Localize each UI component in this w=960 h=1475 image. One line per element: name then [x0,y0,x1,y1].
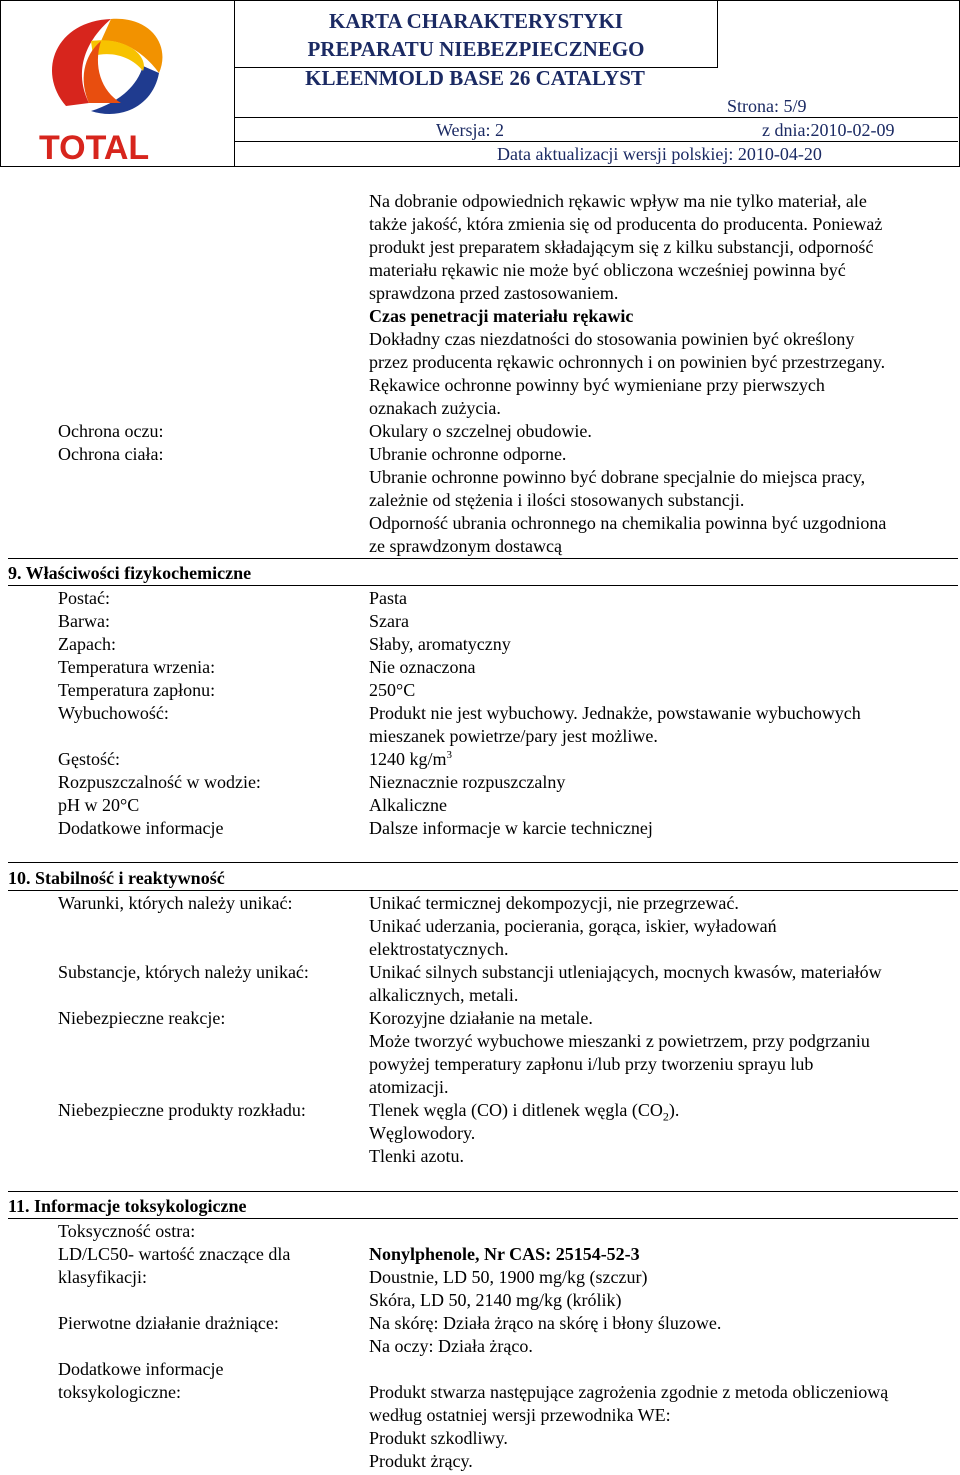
property-value: Produkt nie jest wybuchowy. Jednakże, powstawanie wybuchowych [369,703,861,723]
header-divider [234,141,958,142]
ld50-value: Doustnie, LD 50, 1900 mg/kg (szczur) [369,1267,648,1287]
additional-tox-value: według ostatniej wersji przewodnika WE: [369,1405,671,1425]
decomposition-value: Tlenki azotu. [369,1146,464,1166]
section-rule [8,1191,958,1192]
additional-tox-value: Produkt szkodliwy. [369,1428,508,1448]
section-rule [8,862,958,863]
decomposition-label: Niebezpieczne produkty rozkładu: [58,1100,306,1120]
property-label: Temperatura wrzenia: [58,657,216,677]
conditions-label: Warunki, których należy unikać: [58,893,293,913]
acute-toxicity-label: Toksyczność ostra: [58,1221,196,1241]
property-label: Zapach: [58,634,116,654]
logo-cell [1,1,235,166]
substances-label: Substancje, których należy unikać: [58,962,309,982]
density-value [369,748,452,771]
title-box [235,1,718,68]
co2-subscript: 2 [662,1109,669,1124]
header-divider [234,117,958,118]
property-label: Rozpuszczalność w wodzie: [58,772,261,792]
body-protection-value: Ubranie ochronne powinno być dobrane specjalnie do miejsca pracy, [369,467,866,487]
ld50-value: Skóra, LD 50, 2140 mg/kg (królik) [369,1290,622,1310]
decomposition-text-end: ). [668,1100,680,1120]
property-label: Gęstość: [58,749,120,769]
section-rule [8,890,958,891]
ld50-label: klasyfikacji: [58,1267,147,1287]
gloves-text-line: także jakość, która zmienia się od producenta do producenta. Ponieważ [369,214,883,234]
property-value: Nie oznaczona [369,657,476,677]
property-label: Wybuchowość: [58,703,169,723]
substances-value: alkalicznych, metali. [369,985,519,1005]
page-number: Strona: 5/9 [727,96,807,116]
property-label: Postać: [58,588,110,608]
gloves-text-line: produkt jest preparatem składającym się z kilku substancji, odporność [369,237,874,257]
gloves-text-line: oznakach zużycia. [369,398,501,418]
property-value: 250°C [369,680,416,700]
body-protection-value: Odporność ubrania ochronnego na chemikalia powinna być uzgodniona [369,513,887,533]
additional-tox-label: Dodatkowe informacje [58,1359,224,1379]
body-protection-value: zależnie od stężenia i ilości stosowanych substancji. [369,490,745,510]
doc-title-line3: KLEENMOLD BASE 26 CATALYST [305,66,645,90]
svg-text:TOTAL: TOTAL [39,129,150,161]
decomposition-value: Węglowodory. [369,1123,476,1143]
additional-tox-value: Produkt żrący. [369,1451,473,1471]
ld50-label: LD/LC50- wartość znaczące dla [58,1244,291,1264]
section-11-title: 11. Informacje toksykologiczne [8,1196,247,1216]
doc-title-line2: PREPARATU NIEBEZPIECZNEGO [307,37,645,61]
body-protection-label: Ochrona ciała: [58,444,164,464]
gloves-text-line: Na dobranie odpowiednich rękawic wpływ ma nie tylko materiał, ale [369,191,867,211]
section-rule [8,585,958,586]
density-text: 1240 kg/m [369,749,447,769]
conditions-value: Unikać termicznej dekompozycji, nie przegrzewać. [369,893,739,913]
conditions-value: Unikać uderzania, pocierania, gorąca, iskier, wyładowań [369,916,777,936]
gloves-penetration-heading: Czas penetracji materiału rękawic [369,306,634,326]
reactions-value: powyżej temperatury zapłonu i/lub przy tworzeniu sprayu lub [369,1054,814,1074]
property-label: pH w 20°C [58,795,140,815]
reactions-label: Niebezpieczne reakcje: [58,1008,226,1028]
substances-value: Unikać silnych substancji utleniających, mocnych kwasów, materiałów [369,962,882,982]
reactions-value: Może tworzyć wybuchowe mieszanki z powietrzem, przy podgrzaniu [369,1031,870,1051]
eye-protection-label: Ochrona oczu: [58,421,164,441]
density-exponent: 3 [446,749,453,761]
property-label: Temperatura zapłonu: [58,680,216,700]
gloves-text-line: przez producenta rękawic ochronnych i on powinien być przestrzegany. [369,352,886,372]
version-date: z dnia:2010-02-09 [762,120,895,140]
body-protection-value: ze sprawdzonym dostawcą [369,536,562,556]
property-value: Słaby, aromatyczny [369,634,511,654]
decomposition-text: Tlenek węgla (CO) i ditlenek węgla (CO [369,1100,663,1120]
property-value: Alkaliczne [369,795,447,815]
section-10-title: 10. Stabilność i reaktywność [8,868,225,888]
gloves-text-line: materiału rękawic nie może być obliczona wcześniej powinna być [369,260,846,280]
body-protection-value: Ubranie ochronne odporne. [369,444,567,464]
property-value: Pasta [369,588,407,608]
conditions-value: elektrostatycznych. [369,939,509,959]
section-9-title: 9. Właściwości fizykochemiczne [8,563,252,583]
gloves-text-line: Dokładny czas niezdatności do stosowania powinien być określony [369,329,855,349]
irritation-value: Na skórę: Działa żrąco na skórę i błony śluzowe. [369,1313,722,1333]
section-rule [8,558,958,559]
section-rule [8,1218,958,1219]
property-value: Dalsze informacje w karcie technicznej [369,818,653,838]
property-value: Nieznacznie rozpuszczalny [369,772,566,792]
reactions-value: atomizacji. [369,1077,449,1097]
doc-title-line1: KARTA CHARAKTERYSTYKI [329,9,623,33]
property-label: Barwa: [58,611,110,631]
version-text: Wersja: 2 [436,120,505,140]
update-date: Data aktualizacji wersji polskiej: 2010-04-20 [497,144,822,164]
property-value: Szara [369,611,409,631]
gloves-text-line: sprawdzona przed zastosowaniem. [369,283,619,303]
property-label: Dodatkowe informacje [58,818,224,838]
ld50-substance-heading: Nonylphenole, Nr CAS: 25154-52-3 [369,1244,640,1264]
additional-tox-value: Produkt stwarza następujące zagrożenia zgodnie z metoda obliczeniową [369,1382,889,1402]
decomposition-value [369,1099,679,1122]
irritation-label: Pierwotne działanie drażniące: [58,1313,279,1333]
reactions-value: Korozyjne działanie na metale. [369,1008,593,1028]
irritation-value: Na oczy: Działa żrąco. [369,1336,533,1356]
total-logo-icon [31,11,206,161]
gloves-text-line: Rękawice ochronne powinny być wymieniane przy pierwszych [369,375,825,395]
eye-protection-value: Okulary o szczelnej obudowie. [369,421,592,441]
property-value: mieszanek powietrze/pary jest możliwe. [369,726,658,746]
additional-tox-label: toksykologiczne: [58,1382,181,1402]
